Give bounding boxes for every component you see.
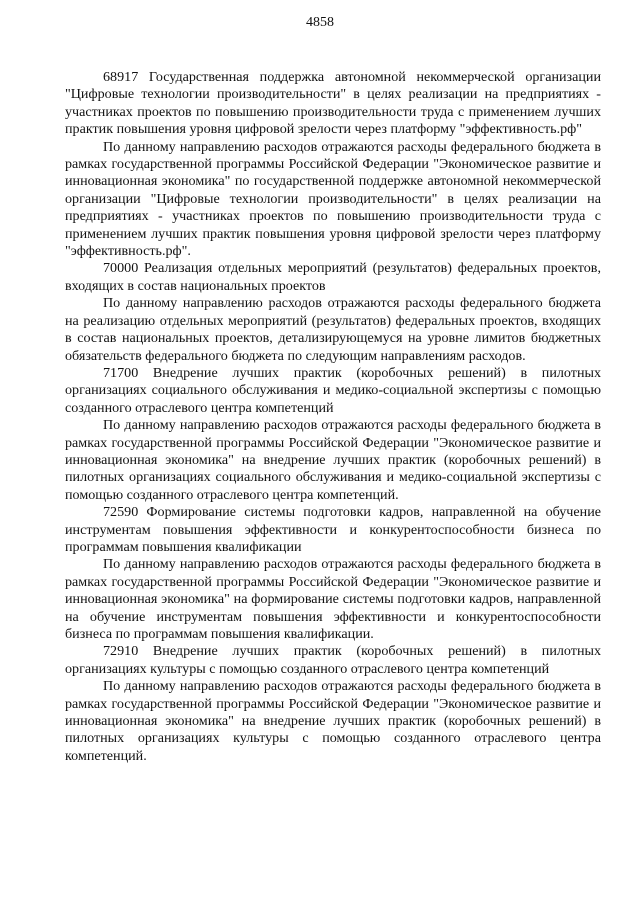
description-72590: По данному направлению расходов отражаются расходы федерального бюджета в рамках государственной программы Российской Федерации "Экономическое развитие и инновационная экономика" на формирование системы подготовки кадров, направленной на обучение инструментам повышения эффективности и конкурентоспособности бизнеса по программам повышения квалификации. [65, 556, 601, 642]
description-71700: По данному направлению расходов отражаются расходы федерального бюджета в рамках государственной программы Российской Федерации "Экономическое развитие и инновационная экономика" на внедрение лучших практик (коробочных решений) в пилотных организациях социального обслуживания и медико-социальной экспертизы с помощью созданного отраслевого центра компетенций. [65, 417, 601, 503]
page-number: 4858 [306, 15, 334, 30]
heading-68917: 68917 Государственная поддержка автономной некоммерческой организации "Цифровые технологии производительности" в целях реализации на предприятиях - участниках проектов по повышению производительности труда с применением лучших практик повышения уровня цифровой зрелости через платформу "эффективность.рф" [65, 69, 601, 138]
description-72910: По данному направлению расходов отражаются расходы федерального бюджета в рамках государственной программы Российской Федерации "Экономическое развитие и инновационная экономика" на внедрение лучших практик (коробочных решений) в пилотных организациях культуры с помощью созданного отраслевого центра компетенций. [65, 678, 601, 764]
heading-70000: 70000 Реализация отдельных мероприятий (результатов) федеральных проектов, входящих в состав национальных проектов [65, 260, 601, 294]
description-70000: По данному направлению расходов отражаются расходы федерального бюджета на реализацию отдельных мероприятий (результатов) федеральных проектов, входящих в состав национальных проектов, детализирующемуся на уровне лимитов бюджетных обязательств федерального бюджета по следующим направлениям расходов. [65, 295, 601, 364]
description-68917: По данному направлению расходов отражаются расходы федерального бюджета в рамках государственной программы Российской Федерации "Экономическое развитие и инновационная экономика" по государственной поддержке автономной некоммерческой организации "Цифровые технологии производительности" в целях реализации на предприятиях - участниках проектов по повышению производительности труда с применением лучших практик повышения уровня цифровой зрелости через платформу "эффективность.рф". [65, 138, 601, 260]
heading-71700: 71700 Внедрение лучших практик (коробочных решений) в пилотных организациях социального обслуживания и медико-социальной экспертизы с помощью созданного отраслевого центра компетенций [65, 364, 601, 416]
heading-72590: 72590 Формирование системы подготовки кадров, направленной на обучение инструментам повышения эффективности и конкурентоспособности бизнеса по программам повышения квалификации [65, 504, 601, 555]
heading-72910: 72910 Внедрение лучших практик (коробочных решений) в пилотных организациях культуры с помощью созданного отраслевого центра компетенций [65, 643, 601, 677]
document-body [65, 69, 601, 765]
